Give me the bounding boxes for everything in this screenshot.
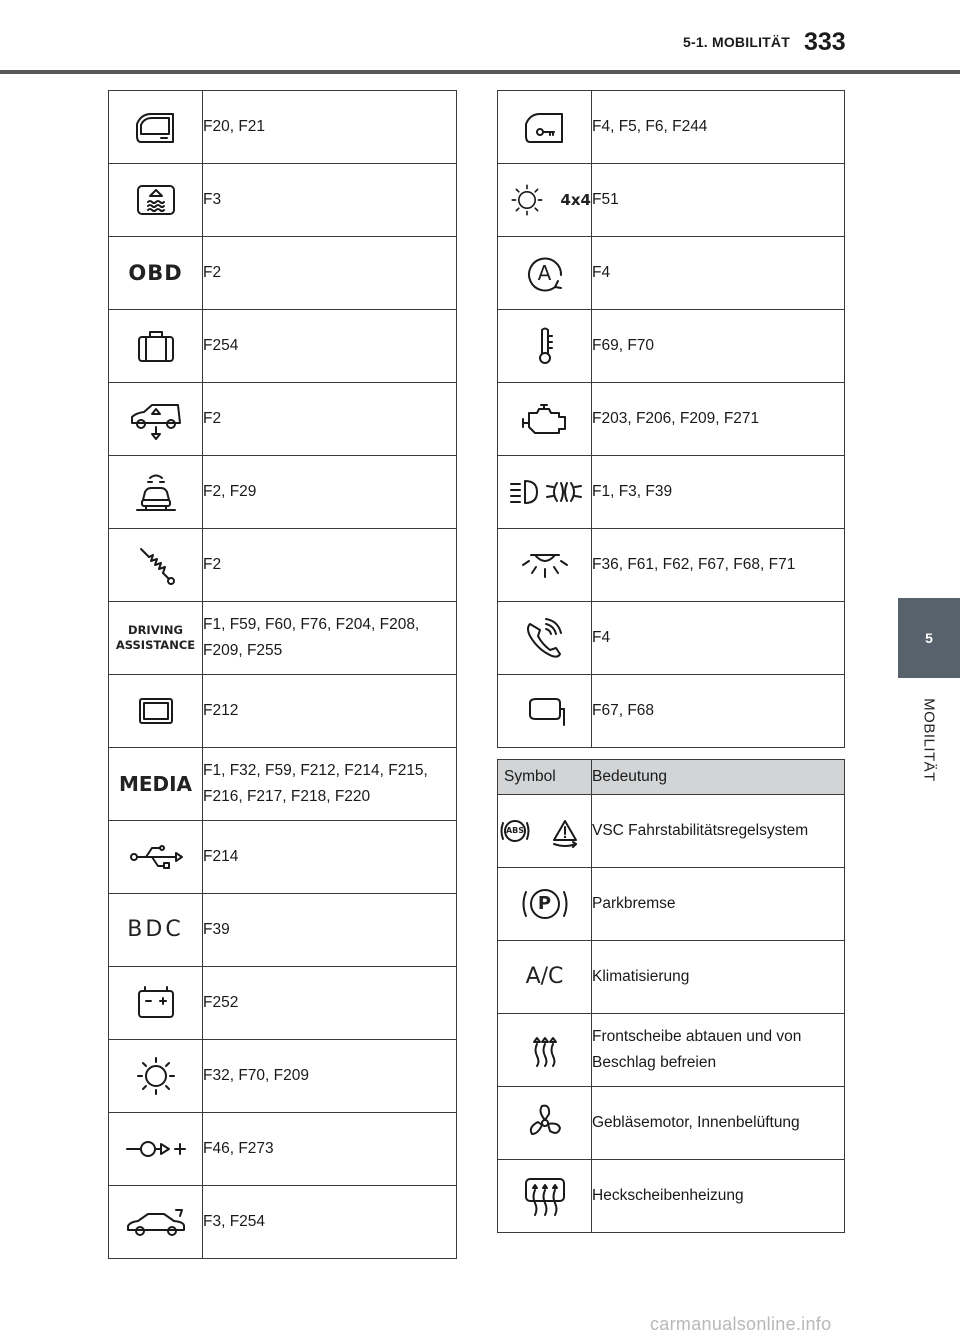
fuse-list: F51 xyxy=(592,164,845,237)
table-row xyxy=(498,675,845,748)
table-row xyxy=(109,748,457,821)
fuse-list: F3, F254 xyxy=(203,1186,457,1259)
battery-icon xyxy=(109,967,203,1040)
mirror-icon xyxy=(498,675,592,748)
table-row xyxy=(498,164,845,237)
table-row xyxy=(498,1160,845,1233)
obd-label: OBD xyxy=(128,261,183,285)
auto-start-stop-icon xyxy=(498,237,592,310)
table-row xyxy=(498,868,845,941)
fuse-list: F69, F70 xyxy=(592,310,845,383)
symbol-meaning: Klimatisierung xyxy=(592,941,845,1014)
obd-label-icon xyxy=(109,237,203,310)
engine-icon xyxy=(498,383,592,456)
rear-defrost-icon xyxy=(498,1160,592,1233)
symbol-meaning: Parkbremse xyxy=(592,868,845,941)
table-row xyxy=(109,1186,457,1259)
table-row xyxy=(498,383,845,456)
ac-label: A/C xyxy=(525,964,564,989)
table-row xyxy=(109,383,457,456)
driving-label: DRIVING xyxy=(128,623,183,637)
sedan-car-icon xyxy=(109,1186,203,1259)
4x4-label: 4x4 xyxy=(560,191,591,209)
section-title: 5-1. MOBILITÄT xyxy=(682,34,790,50)
column-header-meaning: Bedeutung xyxy=(592,760,845,795)
fuse-table-left xyxy=(108,90,457,1259)
table-row xyxy=(498,310,845,383)
fuse-list: F254 xyxy=(203,310,457,383)
table-row xyxy=(498,91,845,164)
fuse-list: F2 xyxy=(203,237,457,310)
table-row xyxy=(498,237,845,310)
suv-height-icon xyxy=(109,383,203,456)
gear-4x4-icon xyxy=(498,164,592,237)
fuse-list: F252 xyxy=(203,967,457,1040)
chapter-tab: 5 xyxy=(898,598,960,678)
fuse-list: F4 xyxy=(592,237,845,310)
fuse-list: F39 xyxy=(203,894,457,967)
driving-assistance-label-icon xyxy=(109,602,203,675)
fuse-list: F46, F273 xyxy=(203,1113,457,1186)
fuse-list: F1, F59, F60, F76, F204, F208, F209, F255 xyxy=(203,602,457,675)
table-row xyxy=(109,237,457,310)
table-row xyxy=(109,529,457,602)
table-header-row xyxy=(498,760,845,795)
ac-label-icon xyxy=(498,941,592,1014)
chapter-label: MOBILITÄT xyxy=(920,698,938,782)
table-row xyxy=(109,310,457,383)
defrost-windshield-icon xyxy=(498,1014,592,1087)
symbol-meaning: Frontscheibe abtauen und von Beschlag befreien xyxy=(592,1014,845,1087)
fuse-list: F2 xyxy=(203,529,457,602)
door-key-icon xyxy=(498,91,592,164)
fan-icon xyxy=(498,1087,592,1160)
watermark: carmanualsonline.info xyxy=(650,1314,832,1334)
table-row xyxy=(498,941,845,1014)
assistance-label: ASSISTANCE xyxy=(115,638,196,652)
windshield-heater-icon xyxy=(109,164,203,237)
media-label-icon xyxy=(109,748,203,821)
table-row xyxy=(109,1113,457,1186)
table-row xyxy=(498,795,845,868)
table-row xyxy=(109,821,457,894)
fuse-list: F4 xyxy=(592,602,845,675)
symbol-meaning-table xyxy=(497,759,845,1233)
electric-plug-icon xyxy=(109,1113,203,1186)
fuse-list: F4, F5, F6, F244 xyxy=(592,91,845,164)
phone-icon xyxy=(498,602,592,675)
auto-a-label: A xyxy=(537,261,552,285)
table-row xyxy=(109,1040,457,1113)
fuse-list: F214 xyxy=(203,821,457,894)
interior-light-icon xyxy=(498,529,592,602)
bdc-label: BDC xyxy=(127,917,184,942)
symbol-meaning: VSC Fahrstabilitätsregelsystem xyxy=(592,795,845,868)
shock-absorber-icon xyxy=(109,529,203,602)
table-row xyxy=(109,894,457,967)
table-row xyxy=(498,1087,845,1160)
table-row xyxy=(498,602,845,675)
fuse-table-right xyxy=(497,90,845,748)
door-open-icon xyxy=(109,91,203,164)
table-row xyxy=(109,675,457,748)
fuse-list: F32, F70, F209 xyxy=(203,1040,457,1113)
usb-icon xyxy=(109,821,203,894)
headlight-icon xyxy=(498,456,592,529)
fuse-list: F1, F3, F39 xyxy=(592,456,845,529)
thermometer-icon xyxy=(498,310,592,383)
column-header-symbol: Symbol xyxy=(498,760,592,795)
symbol-meaning: Gebläsemotor, Innenbelüftung xyxy=(592,1087,845,1160)
fuse-list: F20, F21 xyxy=(203,91,457,164)
parking-brake-icon xyxy=(498,868,592,941)
fuse-list: F67, F68 xyxy=(592,675,845,748)
table-row xyxy=(109,164,457,237)
fuse-list: F212 xyxy=(203,675,457,748)
abs-warning-icon xyxy=(498,795,592,868)
fuse-list: F2, F29 xyxy=(203,456,457,529)
symbol-meaning: Heckscheibenheizung xyxy=(592,1160,845,1233)
page-number: 333 xyxy=(804,28,846,56)
table-row xyxy=(109,456,457,529)
bdc-label-icon xyxy=(109,894,203,967)
table-row xyxy=(109,602,457,675)
suitcase-icon xyxy=(109,310,203,383)
fuse-list: F36, F61, F62, F67, F68, F71 xyxy=(592,529,845,602)
gear-sun-icon xyxy=(109,1040,203,1113)
table-row xyxy=(109,91,457,164)
table-row xyxy=(498,1014,845,1087)
fuse-list: F2 xyxy=(203,383,457,456)
fuse-list: F1, F32, F59, F212, F214, F215, F216, F217, F218, F220 xyxy=(203,748,457,821)
table-row xyxy=(109,967,457,1040)
display-screen-icon xyxy=(109,675,203,748)
car-lift-icon xyxy=(109,456,203,529)
fuse-list: F203, F206, F209, F271 xyxy=(592,383,845,456)
fuse-list: F3 xyxy=(203,164,457,237)
header-divider xyxy=(0,70,960,74)
media-label: MEDIA xyxy=(118,772,193,796)
table-row xyxy=(498,456,845,529)
abs-label: ABS xyxy=(505,826,525,835)
parking-p-label: P xyxy=(537,893,552,914)
table-row xyxy=(498,529,845,602)
